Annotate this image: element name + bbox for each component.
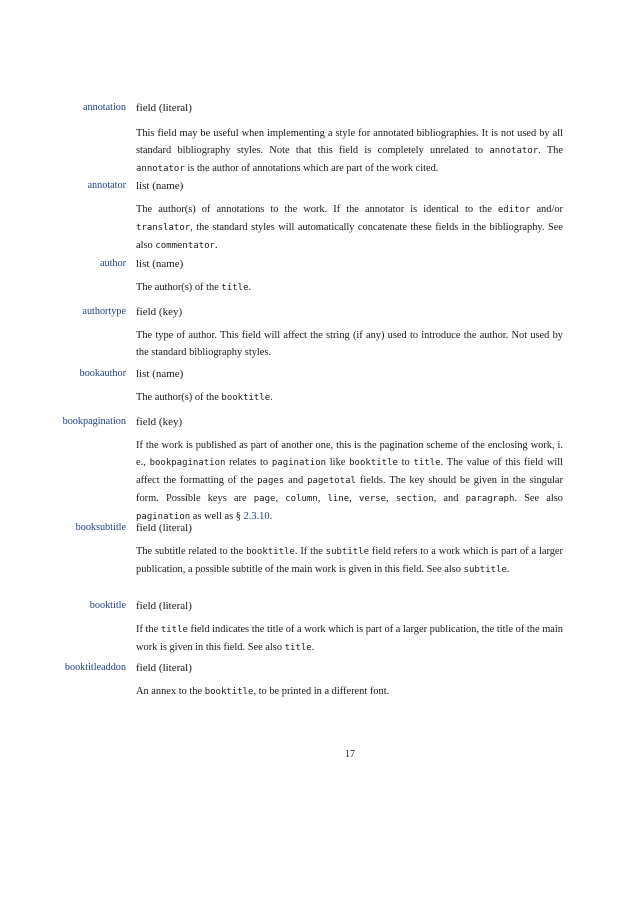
entry-type: field (literal)	[136, 522, 192, 534]
entry-description: The author(s) of the title.	[136, 282, 252, 293]
entry-type: list (name)	[136, 180, 184, 192]
entry-type: field (key)	[136, 306, 183, 318]
inline-code: annotator	[489, 146, 539, 156]
inline-code: booktitle	[246, 547, 295, 557]
entry-term: author	[99, 258, 126, 269]
inline-code: subtitle	[325, 547, 370, 557]
inline-code: title	[221, 283, 249, 293]
entry-description: This field may be useful when implementing a style for annotated bibliographies. It is not used by all standard bibliography styles. Note that this field is completely unrelated to annotator. The annotator is the author of annotations which are part of the work cited.	[136, 128, 563, 174]
inline-code: section	[395, 494, 434, 504]
entry-type: field (literal)	[136, 102, 192, 114]
entry-term: annotation	[82, 102, 126, 113]
inline-code: title	[160, 625, 188, 635]
inline-code: annotator	[136, 164, 185, 174]
entry-term: bookpagination	[62, 416, 126, 427]
inline-code: booktitle	[221, 393, 271, 403]
entry-term: annotator	[87, 180, 126, 191]
entry-description: The author(s) of the booktitle.	[136, 392, 273, 403]
inline-code: subtitle	[463, 565, 507, 575]
inline-code: booktitle	[349, 458, 398, 468]
entry-description: If the title field indicates the title of a work which is part of a larger publication, the title of the main work is given in this field. See also title.	[136, 624, 563, 653]
entry-term: authortype	[82, 306, 126, 317]
entry-type: list (name)	[136, 368, 184, 380]
entry-type: field (literal)	[136, 600, 192, 612]
entry-description: An annex to the booktitle, to be printed in a different font.	[136, 686, 390, 697]
inline-code: pagination	[271, 458, 327, 468]
inline-code: pagetotal	[307, 476, 356, 486]
entry-type: field (key)	[136, 416, 183, 428]
inline-code: column	[285, 494, 318, 504]
entry-description: The type of author. This field will affect the string (if any) used to introduce the author. Not used by the standard bibliography styles.	[136, 330, 563, 358]
inline-code: pages	[257, 476, 285, 486]
inline-code: booktitle	[204, 687, 254, 697]
inline-code: commentator	[155, 241, 215, 251]
inline-code: pagination	[136, 512, 191, 522]
inline-code: title	[284, 643, 312, 653]
entry-type: field (literal)	[136, 662, 192, 674]
entry-description: The subtitle related to the booktitle. If the subtitle field refers to a work which is part of a larger publication, a possible subtitle of the main work is given in this field. See also subtitle.	[136, 546, 563, 575]
entry-type: list (name)	[136, 258, 184, 270]
inline-code: title	[413, 458, 441, 468]
entry-term: bookauthor	[79, 368, 126, 379]
inline-code: translator	[136, 223, 191, 233]
entry-description: If the work is published as part of another one, this is the pagination scheme of the enclosing work, i. e., bookpagination relates to pagination like booktitle to title. The value of this field will affect the formatting of the pages and pagetotal fields. The key should be given in the singular form. Possible keys are page, column, line, verse, section, and paragraph. See also pagination as well as § 2.3.10.	[136, 440, 564, 522]
entry-term: booksubtitle	[75, 522, 126, 533]
entry-description: The author(s) of annotations to the work. If the annotator is identical to the editor and/or translator, the standard styles will automatically concatenate these fields in the bibliography. See also commentator.	[136, 204, 563, 251]
section-link[interactable]: 2.3.10	[243, 511, 270, 522]
inline-code: bookpagination	[149, 458, 226, 468]
page-number: 17	[345, 749, 355, 760]
inline-code: paragraph	[465, 494, 515, 504]
inline-code: editor	[497, 205, 531, 215]
inline-code: page	[253, 494, 276, 504]
entry-term: booktitleaddon	[64, 662, 126, 673]
inline-code: line	[327, 494, 350, 504]
inline-code: verse	[358, 494, 386, 504]
entry-term: booktitle	[89, 600, 126, 611]
